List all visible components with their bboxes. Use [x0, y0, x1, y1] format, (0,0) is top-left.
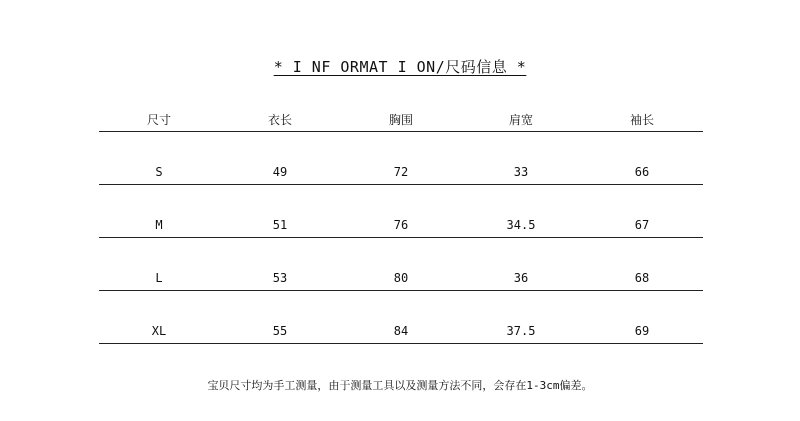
measurement-note: 宝贝尺寸均为手工测量，由于测量工具以及测量方法不同，会存在1-3cm偏差。 [207, 379, 593, 392]
cell-shoulder: 34.5 [506, 218, 536, 232]
header-sleeve: 袖长 [629, 113, 654, 127]
cell-size: XL [151, 324, 167, 338]
cell-length: 53 [272, 271, 288, 285]
cell-size: S [155, 165, 163, 179]
page-title [0, 56, 800, 77]
cell-shoulder: 37.5 [506, 324, 536, 338]
cell-chest: 80 [393, 271, 409, 285]
cell-sleeve: 68 [634, 271, 650, 285]
cell-chest: 76 [393, 218, 409, 232]
size-table [99, 102, 703, 344]
cell-length: 51 [272, 218, 288, 232]
cell-length: 55 [272, 324, 288, 338]
cell-sleeve: 67 [634, 218, 650, 232]
table-row [99, 291, 703, 344]
cell-chest: 84 [393, 324, 409, 338]
table-row [99, 132, 703, 185]
cell-shoulder: 36 [513, 271, 529, 285]
table-row [99, 185, 703, 238]
cell-size: M [155, 218, 163, 232]
cell-sleeve: 69 [634, 324, 650, 338]
cell-length: 49 [272, 165, 288, 179]
header-length: 衣长 [267, 113, 292, 127]
table-header-row [99, 102, 703, 132]
cell-chest: 72 [393, 165, 409, 179]
header-size: 尺寸 [146, 113, 171, 127]
cell-size: L [155, 271, 163, 285]
table-row [99, 238, 703, 291]
cell-sleeve: 66 [634, 165, 650, 179]
page-title-text: * I NF ORMAT I ON/尺码信息 * [273, 58, 527, 76]
cell-shoulder: 33 [513, 165, 529, 179]
header-chest: 胸围 [388, 113, 413, 127]
header-shoulder: 肩宽 [508, 113, 533, 127]
